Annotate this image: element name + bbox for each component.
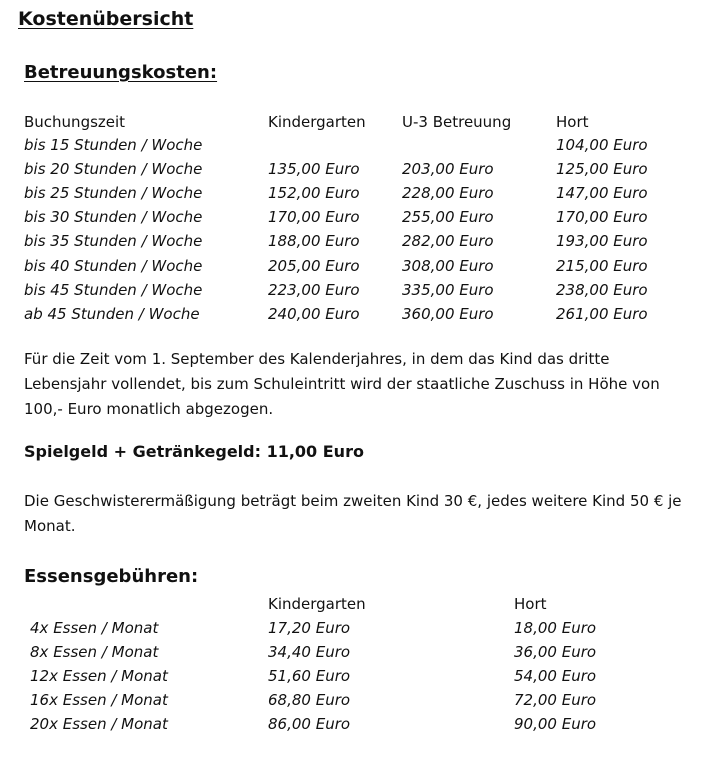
table-row: bis 20 Stunden / Woche (24, 160, 203, 178)
table-row: 16x Essen / Monat (30, 691, 168, 709)
table-cell: 86,00 Euro (268, 715, 351, 733)
table-cell: 282,00 Euro (402, 232, 494, 250)
table-cell: 188,00 Euro (268, 232, 360, 250)
table-cell: 170,00 Euro (268, 208, 360, 226)
table-row: 12x Essen / Monat (30, 667, 168, 685)
table-row: bis 35 Stunden / Woche (24, 232, 203, 250)
table-row: bis 25 Stunden / Woche (24, 184, 203, 202)
table-cell: 17,20 Euro (268, 619, 351, 637)
table-cell: 228,00 Euro (402, 184, 494, 202)
geschwister-line-2: Monat. (24, 517, 76, 535)
table-row: 8x Essen / Monat (30, 643, 159, 661)
header-buchungszeit: Buchungszeit (24, 113, 126, 131)
header-hort: Hort (514, 595, 547, 613)
table-cell: 90,00 Euro (514, 715, 597, 733)
table-cell: 34,40 Euro (268, 643, 351, 661)
table-cell: 135,00 Euro (268, 160, 360, 178)
table-row: bis 40 Stunden / Woche (24, 257, 203, 275)
table-cell: 72,00 Euro (514, 691, 597, 709)
header-hort: Hort (556, 113, 589, 131)
table-cell: 335,00 Euro (402, 281, 494, 299)
table-cell: 51,60 Euro (268, 667, 351, 685)
table-cell: 36,00 Euro (514, 643, 597, 661)
table-cell: 170,00 Euro (556, 208, 648, 226)
table-row: ab 45 Stunden / Woche (24, 305, 200, 323)
table-cell: 223,00 Euro (268, 281, 360, 299)
table-row: 4x Essen / Monat (30, 619, 159, 637)
zuschuss-line-3: 100,- Euro monatlich abgezogen. (24, 400, 274, 418)
table-cell: 308,00 Euro (402, 257, 494, 275)
table-row: bis 30 Stunden / Woche (24, 208, 203, 226)
section-title-betreuung: Betreuungskosten: (24, 62, 218, 83)
zuschuss-line-2: Lebensjahr vollendet, bis zum Schuleintritt wird der staatliche Zuschuss in Höhe von (24, 375, 660, 393)
table-cell: 54,00 Euro (514, 667, 597, 685)
section-title-essen: Essensgebühren: (24, 566, 199, 587)
table-cell: 68,80 Euro (268, 691, 351, 709)
table-cell: 360,00 Euro (402, 305, 494, 323)
table-row: bis 45 Stunden / Woche (24, 281, 203, 299)
table-cell: 147,00 Euro (556, 184, 648, 202)
table-cell: 261,00 Euro (556, 305, 648, 323)
geschwister-line-1: Die Geschwisterermäßigung beträgt beim zweiten Kind 30 €, jedes weitere Kind 50 € je (24, 492, 682, 510)
table-cell: 203,00 Euro (402, 160, 494, 178)
table-cell: 240,00 Euro (268, 305, 360, 323)
page-title: Kostenübersicht (18, 8, 194, 30)
header-u3: U-3 Betreuung (402, 113, 512, 131)
table-cell: 215,00 Euro (556, 257, 648, 275)
table-cell: 18,00 Euro (514, 619, 597, 637)
table-cell: 125,00 Euro (556, 160, 648, 178)
table-cell: 193,00 Euro (556, 232, 648, 250)
table-cell: 255,00 Euro (402, 208, 494, 226)
table-cell: 152,00 Euro (268, 184, 360, 202)
table-cell: 104,00 Euro (556, 136, 648, 154)
header-kindergarten: Kindergarten (268, 595, 366, 613)
table-cell: 205,00 Euro (268, 257, 360, 275)
spielgeld-line: Spielgeld + Getränkegeld: 11,00 Euro (24, 442, 364, 461)
zuschuss-line-1: Für die Zeit vom 1. September des Kalenderjahres, in dem das Kind das dritte (24, 350, 610, 368)
table-cell: 238,00 Euro (556, 281, 648, 299)
table-row: 20x Essen / Monat (30, 715, 168, 733)
header-kindergarten: Kindergarten (268, 113, 366, 131)
table-row: bis 15 Stunden / Woche (24, 136, 203, 154)
